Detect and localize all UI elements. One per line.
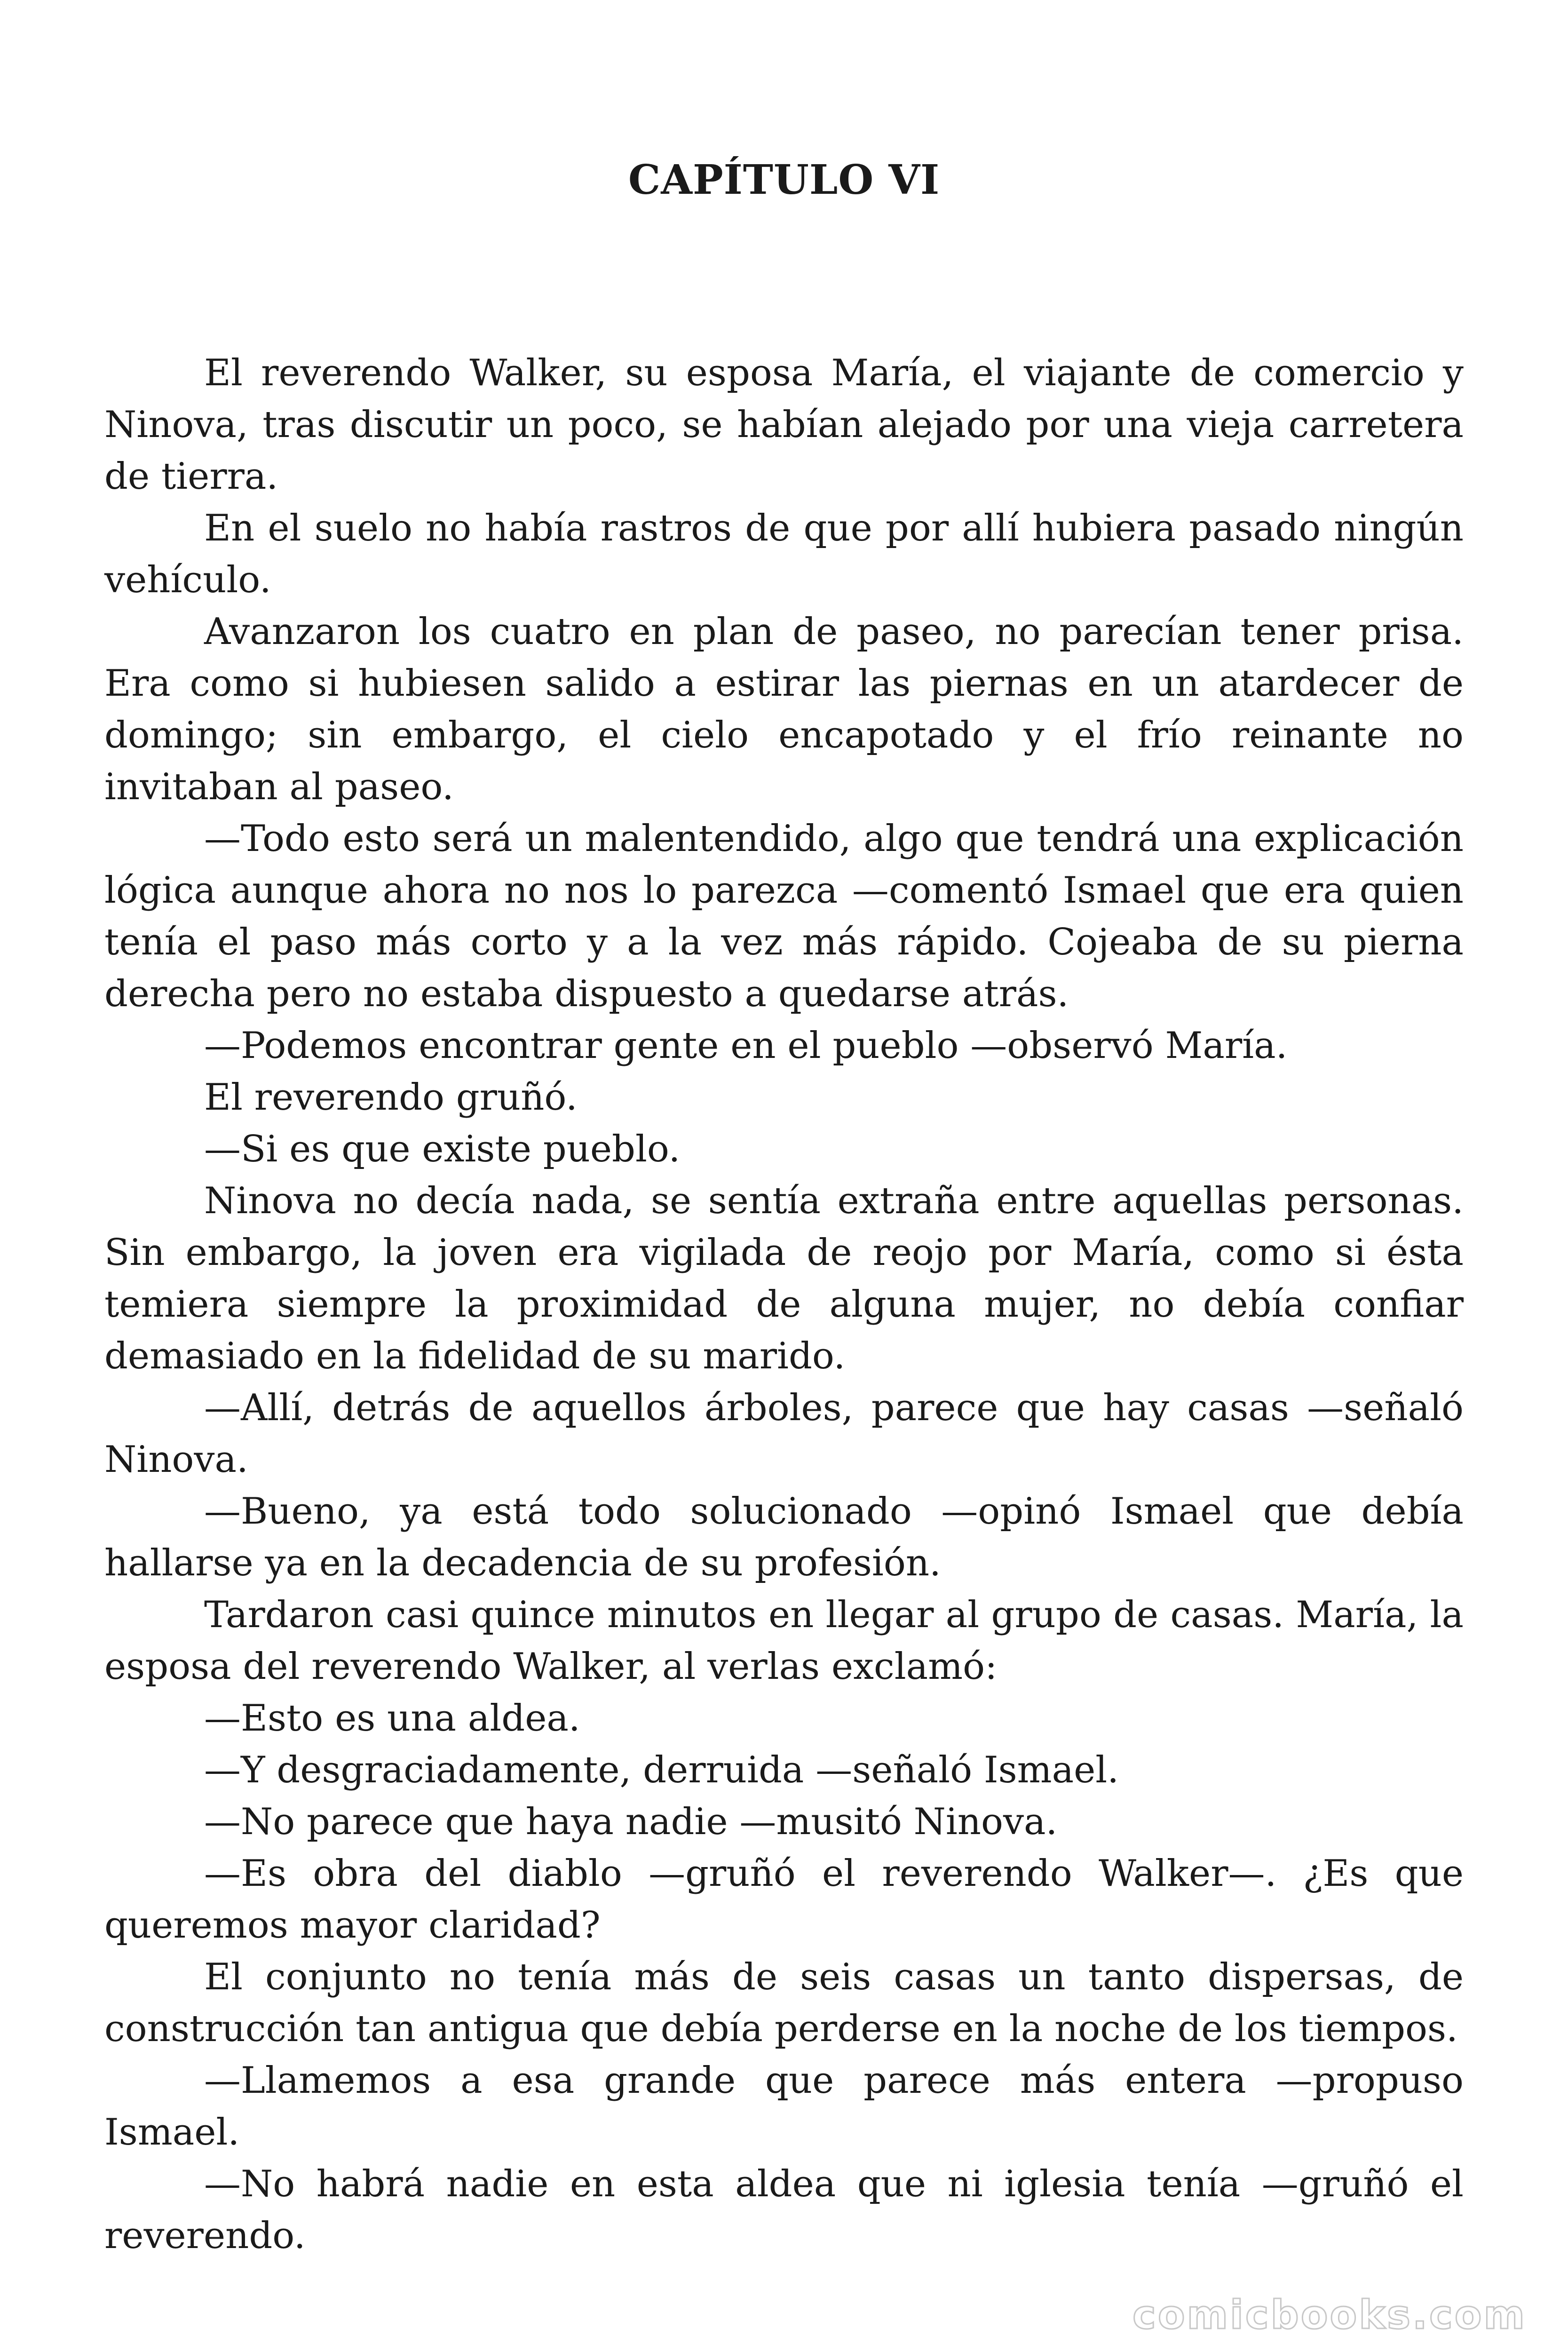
paragraph: —Podemos encontrar gente en el pueblo —observó María. (204, 1025, 1288, 1067)
paragraph: En el suelo no había rastros de que por allí hubiera pasado ningún vehículo. (104, 507, 1464, 601)
paragraph: —Y desgraciadamente, derruida —señaló Ismael. (204, 1749, 1119, 1791)
paragraph: Tardaron casi quince minutos en llegar al grupo de casas. María, la esposa del reverendo Walker, al verlas exclamó: (104, 1594, 1464, 1688)
book-page (104, 156, 1464, 2262)
chapter-title: CAPÍTULO VI (628, 156, 940, 204)
paragraph: —Todo esto será un malentendido, algo que tendrá una explicación lógica aunque ahora no nos lo parezca —comentó Ismael que era quien tenía el paso más corto y a la vez más rápido. Cojeaba de su pierna derecha pero no estaba dispuesto a quedarse atrás. (104, 818, 1464, 1015)
paragraph: Avanzaron los cuatro en plan de paseo, no parecían tener prisa. Era como si hubiesen salido a estirar las piernas en un atardecer de domingo; sin embargo, el cielo encapotado y el frío reinante no invitaban al paseo. (104, 611, 1464, 808)
paragraph: El reverendo Walker, su esposa María, el viajante de comercio y Ninova, tras discutir un poco, se habían alejado por una vieja carretera de tierra. (104, 352, 1464, 498)
paragraph: El reverendo gruñó. (204, 1076, 578, 1119)
paragraph: Ninova no decía nada, se sentía extraña entre aquellas personas. Sin embargo, la joven era vigilada de reojo por María, como si ésta temiera siempre la proximidad de alguna mujer, no debía confiar demasiado en la fidelidad de su marido. (104, 1180, 1464, 1377)
paragraph: —Si es que existe pueblo. (204, 1128, 681, 1170)
paragraph: —Esto es una aldea. (204, 1697, 580, 1740)
paragraph: —No parece que haya nadie —musitó Ninova. (204, 1801, 1058, 1843)
paragraph: El conjunto no tenía más de seis casas un tanto dispersas, de construcción tan antigua que debía perderse en la noche de los tiempos. (104, 1956, 1464, 2050)
paragraph: —Allí, detrás de aquellos árboles, parece que hay casas —señaló Ninova. (104, 1387, 1464, 1481)
paragraph: —Es obra del diablo —gruñó el reverendo Walker—. ¿Es que queremos mayor claridad? (104, 1852, 1464, 1947)
paragraph: —No habrá nadie en esta aldea que ni iglesia tenía —gruñó el reverendo. (104, 2163, 1464, 2257)
paragraph: —Llamemos a esa grande que parece más entera —propuso Ismael. (104, 2059, 1464, 2153)
watermark: comicbooks.com (1132, 2292, 1527, 2338)
paragraph: —Bueno, ya está todo solucionado —opinó Ismael que debía hallarse ya en la decadencia de su profesión. (104, 1490, 1464, 1584)
chapter-body (104, 347, 1464, 2262)
